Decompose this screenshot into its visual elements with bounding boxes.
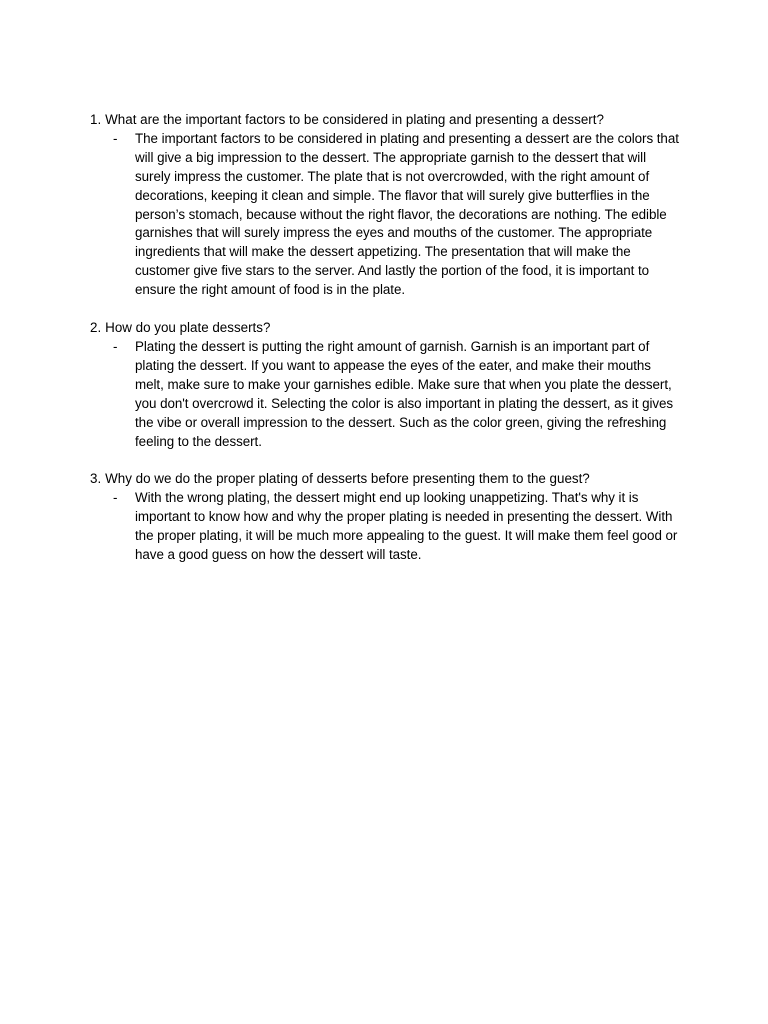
answer-text: With the wrong plating, the dessert might end up looking unappetizing. That's why it is important to know how and why the proper plating is needed in presenting the dessert. With the proper plating, it will be much more appealing to the guest. It will make them feel good or have a good guess on how the dessert will taste. [135, 490, 678, 563]
question-number: 2. [90, 320, 102, 336]
question-2 [90, 319, 690, 338]
bullet-dash: - [113, 338, 118, 354]
question-1 [90, 111, 690, 130]
question-block-2 [90, 319, 690, 451]
question-text: How do you plate desserts? [105, 320, 271, 336]
bullet-dash: - [113, 490, 118, 506]
document-content [90, 111, 690, 584]
answer-2 [90, 338, 690, 451]
question-number: 1. [90, 112, 102, 127]
answer-text: The important factors to be considered in plating and presenting a dessert are the colors that will give a big impression to the dessert. The appropriate garnish to the dessert that will surely impress the customer. The plate that is not overcrowded, with the right amount of decorations, keeping it clean and simple. The flavor that will surely give butterflies in the person’s stomach, because without the right flavor, the decorations are nothing. The edible garnishes that will surely impress the eyes and mouths of the customer. The appropriate ingredients that will make the dessert appetizing. The presentation that will make the customer give five stars to the server. And lastly the portion of the food, it is important to ensure the right amount of food is in the plate. [135, 130, 679, 298]
answer-text: Plating the dessert is putting the right amount of garnish. Garnish is an important part of plating the dessert. If you want to appease the eyes of the eater, and make their mouths melt, make sure to make your garnishes edible. Make sure that when you plate the dessert, you don't overcrowd it. Selecting the color is also important in plating the dessert, as it gives the vibe or overall impression to the dessert. Such as the color green, giving the refreshing feeling to the dessert. [135, 338, 674, 449]
question-block-3 [90, 470, 690, 565]
answer-1 [90, 130, 690, 300]
answer-3 [90, 489, 690, 565]
question-text: What are the important factors to be considered in plating and presenting a dessert? [105, 112, 604, 127]
question-number: 3. [90, 471, 102, 487]
question-3 [90, 470, 690, 489]
question-text: Why do we do the proper plating of desserts before presenting them to the guest? [105, 471, 590, 487]
bullet-dash: - [113, 130, 118, 146]
question-block-1 [90, 111, 690, 300]
